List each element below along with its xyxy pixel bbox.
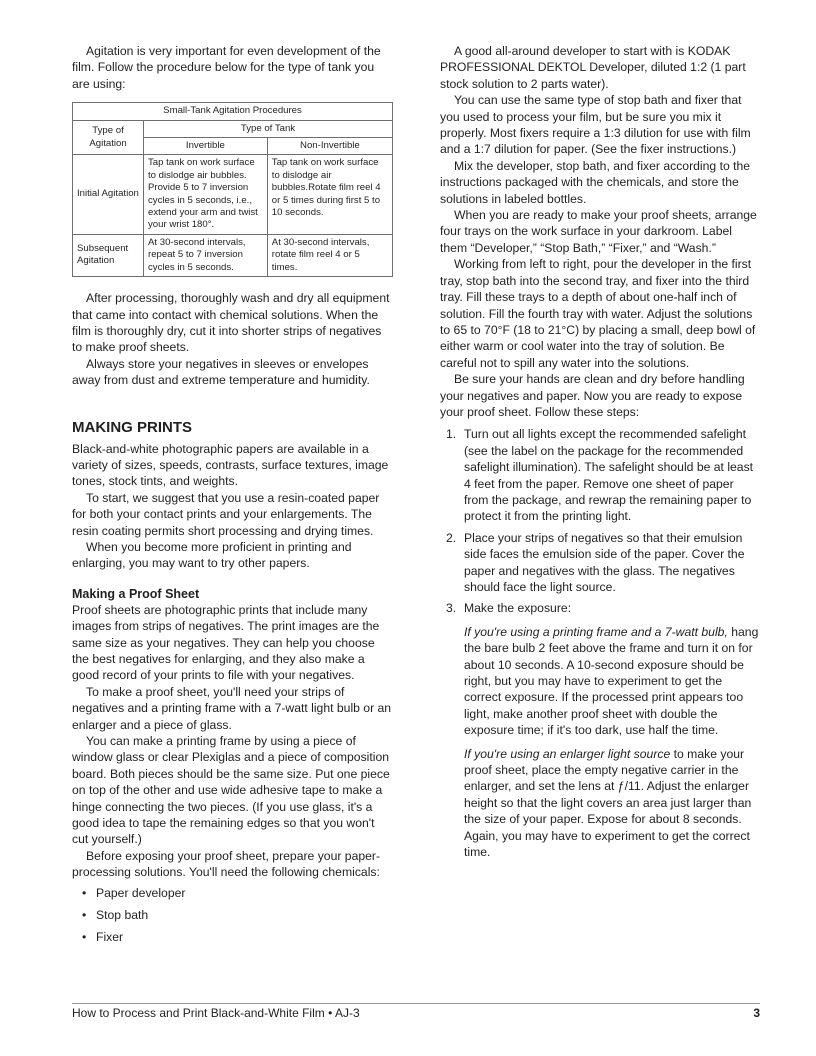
table-row — [73, 234, 393, 276]
list-item: • Fixer — [72, 929, 392, 945]
list-item — [440, 426, 760, 524]
table-title: Small-Tank Agitation Procedures — [73, 103, 393, 120]
pour-paragraph: Working from left to right, pour the developer in the first tray, stop bath into the second tray, and fixer into the third tray. Fill these trays to a depth of about one-half inch of solution. Fill the fourth tray with water. Adjust the solutions to 65 to 70°F (18 to 21°C) by placing a small, deep bowl of either warm or cool water into the tray of solution. Be careful not to spill any water into the solutions. — [440, 257, 756, 370]
header-non-invertible: Non-Invertible — [267, 138, 392, 155]
step-number: 3. — [446, 601, 457, 616]
proof-sheet-heading: Making a Proof Sheet — [72, 586, 200, 601]
printing-frame-lead: If you're using a printing frame and a 7-watt bulb, — [464, 624, 728, 639]
table-row — [73, 155, 393, 234]
resin-paragraph: To start, we suggest that you use a resin-coated paper for both your contact prints and your enlargements. The resin coating permits short processing and drying times. — [72, 490, 380, 538]
cell-non-invertible: Tap tank on work surface to dislodge air bubbles.Rotate film reel 4 or 5 times during first 5 to 10 seconds. — [267, 155, 392, 234]
footer-divider — [72, 1003, 760, 1004]
before-exposing-paragraph: Before exposing your proof sheet, prepare your paper-processing solutions. You'll need the following chemicals: — [72, 848, 381, 880]
list-item — [440, 600, 760, 860]
row-label: Subsequent Agitation — [73, 234, 144, 276]
list-item — [440, 530, 760, 596]
papers-paragraph: Black-and-white photographic papers are available in a variety of sizes, speeds, contrasts, surface textures, image tones, stock tints, and weights. — [72, 441, 389, 489]
proof-definition-paragraph: Proof sheets are photographic prints that include many images from strips of negatives. The print images are the same size as your negatives. They can help you choose the best negatives for enlarging, and they also make a good record of your prints to file with your negatives. — [72, 602, 380, 683]
developer-paragraph: A good all-around developer to start with is KODAK PROFESSIONAL DEKTOL Developer, diluted 1:2 (1 part stock solution to 2 parts water). — [440, 44, 746, 91]
enlarger-instructions — [464, 746, 760, 861]
cell-non-invertible: At 30-second intervals, rotate film reel 4 or 5 times. — [267, 234, 392, 276]
store-negatives-paragraph: Always store your negatives in sleeves or envelopes away from dust and extreme temperature and humidity. — [72, 356, 370, 388]
header-invertible: Invertible — [144, 138, 268, 155]
making-prints-heading: MAKING PRINTS — [72, 418, 192, 436]
step-text: Make the exposure: — [464, 601, 572, 616]
agitation-table — [72, 102, 393, 277]
agitation-intro: Agitation is very important for even development of the film. Follow the procedure below for the type of tank you are using: — [72, 44, 381, 91]
step-number: 2. — [446, 530, 457, 545]
cell-invertible: At 30-second intervals, repeat 5 to 7 inversion cycles in 5 seconds. — [144, 234, 268, 276]
header-type-of-agitation: Type of Agitation — [73, 120, 144, 155]
steps-list — [440, 426, 760, 860]
footer-title: How to Process and Print Black-and-White Film • AJ-3 — [72, 1006, 360, 1020]
chemicals-list — [72, 885, 392, 945]
right-column — [440, 43, 760, 866]
trays-paragraph: When you are ready to make your proof sheets, arrange four trays on the work surface in your darkroom. Label them “Developer,” “Stop Bath,” “Fixer,” and “Wash.” — [440, 208, 757, 255]
hands-paragraph: Be sure your hands are clean and dry before handling your negatives and paper. Now you are ready to expose your proof sheet. Follow these steps: — [440, 372, 745, 419]
header-type-of-tank: Type of Tank — [144, 120, 393, 137]
printing-frame-text: hang the bare bulb 2 feet above the frame and turn it on for about 10 seconds. A 10-second exposure should be right, but you may have to experiment to get the correct exposure. If the processed print appears too light, make another proof sheet with double the exposure time; if it's too dark, use half the time. — [464, 624, 759, 738]
printing-frame-instructions — [464, 624, 760, 739]
proof-need-paragraph: To make a proof sheet, you'll need your strips of negatives and a printing frame with a 7-watt light bulb or an enlarger and a piece of glass. — [72, 684, 392, 732]
step-number: 1. — [446, 427, 457, 442]
step-text: Place your strips of negatives so that their emulsion side faces the emulsion side of the paper. Cover the paper and negatives with the glass. The negatives should face the light source. — [464, 530, 745, 594]
after-processing-paragraph: After processing, thoroughly wash and dry all equipment that came into contact with chemical solutions. When the film is thoroughly dry, cut it into shorter strips of negatives to make proof sheets. — [72, 291, 390, 355]
row-label: Initial Agitation — [73, 155, 144, 234]
list-item: • Paper developer — [72, 885, 392, 901]
enlarger-text: to make your proof sheet, place the empty negative carrier in the enlarger, and set the lens at ƒ/11. Adjust the enlarger height so that the light covers an area just larger than the size of your paper. Expose for about 8 seconds. Again, you may have to experiment to get the correct time. — [464, 746, 752, 860]
left-column — [72, 43, 392, 950]
page-number: 3 — [753, 1006, 760, 1020]
mix-paragraph: Mix the developer, stop bath, and fixer according to the instructions packaged with the chemicals, and store the solutions in labeled bottles. — [440, 158, 751, 206]
stop-bath-paragraph: You can use the same type of stop bath and fixer that you used to process your film, but be sure you mix it properly. Most fixers require a 1:3 dilution for use with film and a 1:7 dilution for paper. (See the fixer instructions.) — [440, 93, 751, 157]
proficient-paragraph: When you become more proficient in printing and enlarging, you may want to try other papers. — [72, 539, 352, 571]
enlarger-lead: If you're using an enlarger light source — [464, 746, 671, 761]
printing-frame-paragraph: You can make a printing frame by using a piece of window glass or clear Plexiglas and a piece of composition board. Both pieces should be the same size. Put one piece on top of the other and use wide adhesive tape to make a hinge connecting the two pieces. (If you use glass, it's a good idea to tape the remaining edges so that you won't cut yourself.) — [72, 734, 390, 847]
cell-invertible: Tap tank on work surface to dislodge air bubbles. Provide 5 to 7 inversion cycles in 5 seconds, i.e., extend your arm and twist your wrist 180°. — [144, 155, 268, 234]
list-item: • Stop bath — [72, 907, 392, 923]
step-text: Turn out all lights except the recommended safelight (see the label on the package for the recommended safelight illumination). The safelight should be at least 4 feet from the paper. Remove one sheet of paper from the package, and rewrap the remaining paper to protect it from the printing light. — [464, 427, 754, 524]
